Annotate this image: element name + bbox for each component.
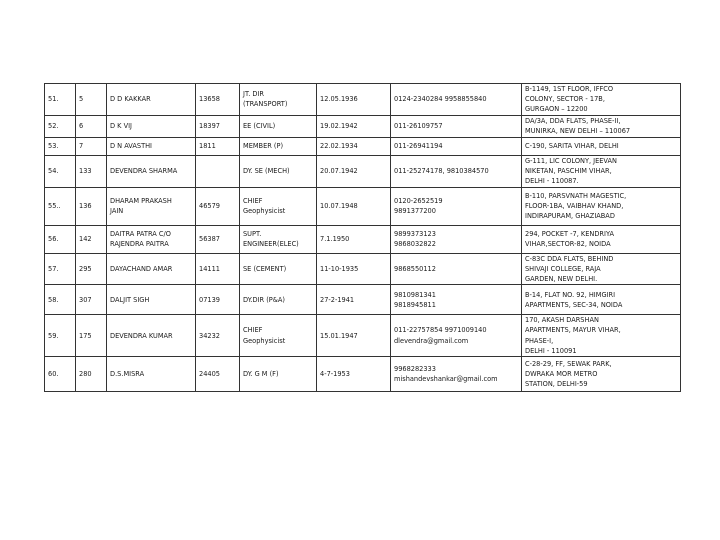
employee-id-cell: 34232 bbox=[196, 315, 240, 357]
member-name-cell: DEVENDRA KUMAR bbox=[107, 315, 196, 357]
member-name-cell: DAYACHAND AMAR bbox=[107, 253, 196, 285]
designation-cell: CHIEF Geophysicist bbox=[240, 187, 317, 225]
designation-cell: SUPT. ENGINEER(ELEC) bbox=[240, 225, 317, 253]
designation-cell: SE (CEMENT) bbox=[240, 253, 317, 285]
member-name-cell: DEVENDRA SHARMA bbox=[107, 155, 196, 187]
table-row bbox=[45, 253, 681, 285]
date-of-birth-cell: 27-2-1941 bbox=[317, 285, 391, 315]
employee-id-cell: 07139 bbox=[196, 285, 240, 315]
member-number-cell: 280 bbox=[76, 357, 107, 392]
employee-id-cell bbox=[196, 155, 240, 187]
address-cell: 170, AKASH DARSHAN APARTMENTS, MAYUR VIHAR, PHASE-I, DELHI - 110091 bbox=[522, 315, 681, 357]
designation-cell: DY.DIR (P&A) bbox=[240, 285, 317, 315]
date-of-birth-cell: 20.07.1942 bbox=[317, 155, 391, 187]
employee-id-cell: 1811 bbox=[196, 137, 240, 155]
table-row bbox=[45, 315, 681, 357]
serial-number-cell: 51. bbox=[45, 84, 76, 116]
date-of-birth-cell: 4-7-1953 bbox=[317, 357, 391, 392]
serial-number-cell: 59. bbox=[45, 315, 76, 357]
date-of-birth-cell: 11-10-1935 bbox=[317, 253, 391, 285]
member-number-cell: 6 bbox=[76, 115, 107, 137]
table-row bbox=[45, 155, 681, 187]
employee-id-cell: 46579 bbox=[196, 187, 240, 225]
serial-number-cell: 56. bbox=[45, 225, 76, 253]
employee-id-cell: 56387 bbox=[196, 225, 240, 253]
address-cell: G-111, LIC COLONY, JEEVAN NIKETAN, PASCHIM VIHAR, DELHI - 110087. bbox=[522, 155, 681, 187]
serial-number-cell: 52. bbox=[45, 115, 76, 137]
date-of-birth-cell: 22.02.1934 bbox=[317, 137, 391, 155]
contact-cell: 9868550112 bbox=[391, 253, 522, 285]
address-cell: C-190, SARITA VIHAR, DELHI bbox=[522, 137, 681, 155]
address-cell: B-1149, 1ST FLOOR, IFFCO COLONY, SECTOR - 17B, GURGAON – 12200 bbox=[522, 84, 681, 116]
contact-cell: 011-26941194 bbox=[391, 137, 522, 155]
address-cell: 294, POCKET -7, KENDRIYA VIHAR,SECTOR-82, NOIDA bbox=[522, 225, 681, 253]
designation-cell: EE (CIVIL) bbox=[240, 115, 317, 137]
employee-id-cell: 14111 bbox=[196, 253, 240, 285]
member-table-body bbox=[45, 84, 681, 392]
member-name-cell: D N AVASTHI bbox=[107, 137, 196, 155]
serial-number-cell: 55.. bbox=[45, 187, 76, 225]
date-of-birth-cell: 15.01.1947 bbox=[317, 315, 391, 357]
member-number-cell: 175 bbox=[76, 315, 107, 357]
employee-id-cell: 13658 bbox=[196, 84, 240, 116]
member-number-cell: 295 bbox=[76, 253, 107, 285]
address-cell: C-28-29, FF, SEWAK PARK, DWRAKA MOR METRO STATION, DELHI-59 bbox=[522, 357, 681, 392]
designation-cell: MEMBER (P) bbox=[240, 137, 317, 155]
contact-cell: 011-25274178, 9810384570 bbox=[391, 155, 522, 187]
member-number-cell: 5 bbox=[76, 84, 107, 116]
serial-number-cell: 53. bbox=[45, 137, 76, 155]
table-row bbox=[45, 115, 681, 137]
address-cell: B-110, PARSVNATH MAGESTIC, FLOOR-1BA, VAIBHAV KHAND, INDIRAPURAM, GHAZIABAD bbox=[522, 187, 681, 225]
contact-cell: 011-22757854 9971009140 dlevendra@gmail.com bbox=[391, 315, 522, 357]
address-cell: C-83C DDA FLATS, BEHIND SHIVAJI COLLEGE, RAJA GARDEN, NEW DELHI. bbox=[522, 253, 681, 285]
member-number-cell: 7 bbox=[76, 137, 107, 155]
table-row bbox=[45, 187, 681, 225]
member-name-cell: D.S.MISRA bbox=[107, 357, 196, 392]
contact-cell: 9899373123 9868032822 bbox=[391, 225, 522, 253]
address-cell: DA/3A, DDA FLATS, PHASE-II, MUNIRKA, NEW DELHI – 110067 bbox=[522, 115, 681, 137]
employee-id-cell: 18397 bbox=[196, 115, 240, 137]
member-number-cell: 307 bbox=[76, 285, 107, 315]
member-name-cell: DALJIT SIGH bbox=[107, 285, 196, 315]
serial-number-cell: 58. bbox=[45, 285, 76, 315]
serial-number-cell: 57. bbox=[45, 253, 76, 285]
member-name-cell: D D KAKKAR bbox=[107, 84, 196, 116]
date-of-birth-cell: 19.02.1942 bbox=[317, 115, 391, 137]
contact-cell: 0120-2652519 9891377200 bbox=[391, 187, 522, 225]
serial-number-cell: 54. bbox=[45, 155, 76, 187]
designation-cell: DY. SE (MECH) bbox=[240, 155, 317, 187]
member-name-cell: D K VIJ bbox=[107, 115, 196, 137]
contact-cell: 9968282333 mishandevshankar@gmail.com bbox=[391, 357, 522, 392]
member-name-cell: DHARAM PRAKASH JAIN bbox=[107, 187, 196, 225]
table-row bbox=[45, 137, 681, 155]
contact-cell: 0124-2340284 9958855840 bbox=[391, 84, 522, 116]
member-number-cell: 133 bbox=[76, 155, 107, 187]
date-of-birth-cell: 7.1.1950 bbox=[317, 225, 391, 253]
date-of-birth-cell: 10.07.1948 bbox=[317, 187, 391, 225]
member-name-cell: DAITRA PATRA C/O RAJENDRA PAITRA bbox=[107, 225, 196, 253]
member-table bbox=[44, 83, 681, 392]
address-cell: B-14, FLAT NO. 92, HIMGIRI APARTMENTS, SEC-34, NOIDA bbox=[522, 285, 681, 315]
designation-cell: JT. DIR (TRANSPORT) bbox=[240, 84, 317, 116]
designation-cell: CHIEF Geophysicist bbox=[240, 315, 317, 357]
member-number-cell: 142 bbox=[76, 225, 107, 253]
table-row bbox=[45, 357, 681, 392]
date-of-birth-cell: 12.05.1936 bbox=[317, 84, 391, 116]
serial-number-cell: 60. bbox=[45, 357, 76, 392]
designation-cell: DY. G M (F) bbox=[240, 357, 317, 392]
table-row bbox=[45, 285, 681, 315]
table-row bbox=[45, 225, 681, 253]
member-number-cell: 136 bbox=[76, 187, 107, 225]
employee-id-cell: 24405 bbox=[196, 357, 240, 392]
contact-cell: 9810981341 9818945811 bbox=[391, 285, 522, 315]
table-row bbox=[45, 84, 681, 116]
contact-cell: 011-26109757 bbox=[391, 115, 522, 137]
